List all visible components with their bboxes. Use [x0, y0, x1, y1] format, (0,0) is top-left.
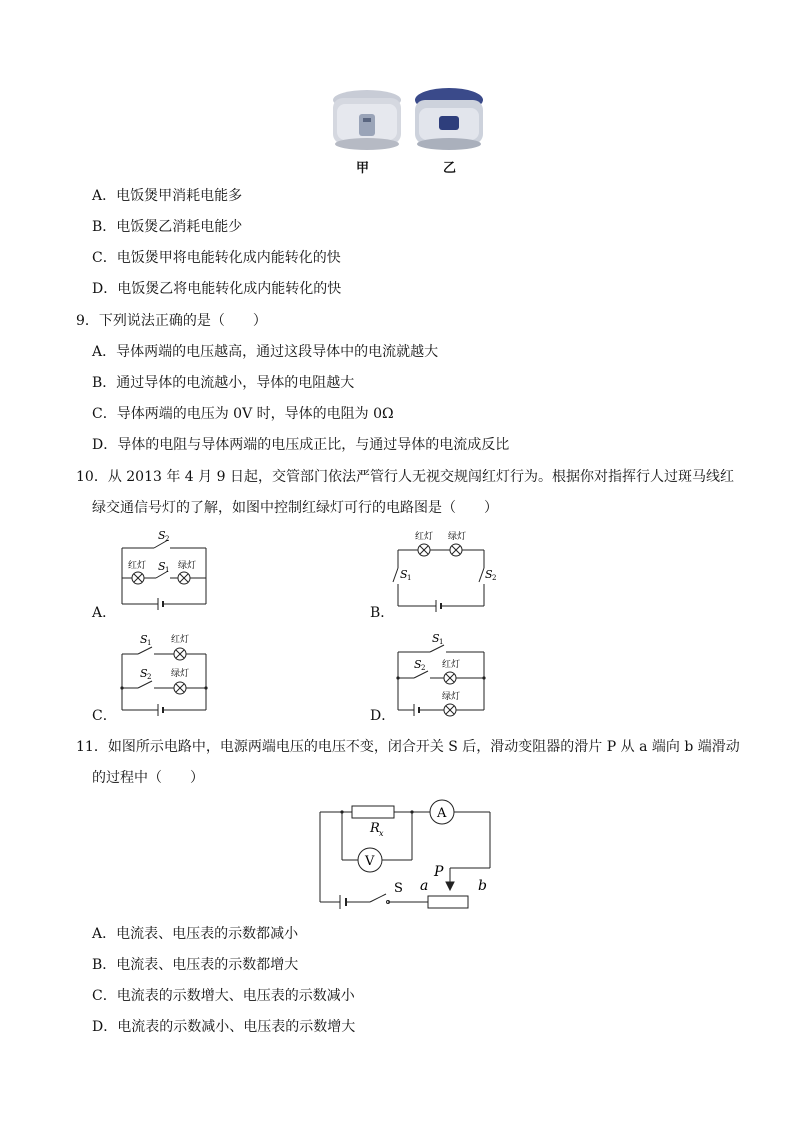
q9-option-c[interactable]: C．导体两端的电压为 0V 时，导体的电阻为 0Ω	[92, 406, 394, 422]
q10c-red-label: 红灯	[171, 635, 190, 645]
q10c-s2-sub: 2	[147, 673, 152, 681]
q10d-s1-sub: 1	[439, 638, 444, 646]
q11-circuit-diagram	[312, 794, 496, 914]
q8-option-a[interactable]: A．电饭煲甲消耗电能多	[92, 188, 243, 204]
q9-option-b[interactable]: B．通过导体的电流越小，导体的电阻越大	[92, 375, 355, 391]
ammeter-label: A	[437, 806, 447, 821]
q8-option-b[interactable]: B．电饭煲乙消耗电能少	[92, 219, 243, 235]
q10-circuit-d	[392, 630, 496, 720]
q10d-green-label: 绿灯	[442, 692, 461, 702]
q10b-s2-label: S	[485, 568, 493, 581]
q10-option-c-letter[interactable]: C．	[92, 708, 117, 724]
q10-circuit-c	[114, 630, 214, 716]
q11-option-a[interactable]: A．电流表、电压表的示数都减小	[92, 926, 299, 942]
q10-stem-line2: 绿交通信号灯的了解，如图中控制红绿灯可行的电路图是（ ）	[92, 500, 498, 516]
q11-stem-line1: 11．如图所示电路中，电源两端电压的电压不变，闭合开关 S 后，滑动变阻器的滑片 P 从 a 端向 b 端滑动	[76, 739, 740, 755]
end-a-label: a	[420, 878, 429, 894]
q10d-s1-label: S	[432, 632, 440, 645]
slider-p-label: P	[434, 864, 444, 880]
q10a-s2-label: S	[158, 529, 166, 542]
q11-stem-line2: 的过程中（ ）	[92, 770, 204, 786]
q10c-s1-sub: 1	[147, 639, 152, 647]
q8-option-c[interactable]: C．电饭煲甲将电能转化成内能转化的快	[92, 250, 341, 266]
q9-option-a[interactable]: A．导体两端的电压越高，通过这段导体中的电流就越大	[92, 344, 439, 360]
q10b-green-label: 绿灯	[448, 532, 467, 542]
q8-option-d[interactable]: D．电饭煲乙将电能转化成内能转化的快	[92, 281, 342, 297]
q11-option-d[interactable]: D．电流表的示数减小、电压表的示数增大	[92, 1019, 356, 1035]
q11-option-c[interactable]: C．电流表的示数增大、电压表的示数减小	[92, 988, 355, 1004]
q9-option-d[interactable]: D．导体的电阻与导体两端的电压成正比，与通过导体的电流成反比	[92, 437, 510, 453]
q10a-red-label: 红灯	[128, 561, 147, 571]
q10a-green-label: 绿灯	[178, 561, 197, 571]
cooker-label-yi: 乙	[443, 161, 457, 176]
cooker-label-jia: 甲	[356, 161, 370, 176]
q10b-s2-sub: 2	[492, 574, 497, 582]
q10c-green-label: 绿灯	[171, 669, 190, 679]
switch-s-label: S	[394, 881, 403, 896]
q10-option-b-letter[interactable]: B．	[370, 605, 395, 621]
rice-cooker-jia-image	[333, 90, 401, 150]
end-b-label: b	[478, 878, 487, 894]
q10-option-a-letter[interactable]: A．	[92, 605, 117, 621]
q10-stem-line1: 10．从 2013 年 4 月 9 日起，交管部门依法严管行人无视交规闯红灯行为。根据你对指挥行人过斑马线红	[76, 469, 734, 485]
q10-circuit-a	[114, 528, 214, 612]
q10c-s1-label: S	[140, 633, 148, 646]
q11-option-b[interactable]: B．电流表、电压表的示数都增大	[92, 957, 299, 973]
resistor-label: R	[370, 821, 380, 836]
q9-stem: 9．下列说法正确的是（ ）	[76, 313, 267, 329]
q10b-s1-label: S	[400, 568, 408, 581]
q10d-s2-sub: 2	[421, 664, 426, 672]
rice-cooker-yi-image	[415, 88, 483, 150]
rice-cooker-figure	[325, 78, 485, 178]
q10-circuit-b	[392, 528, 496, 612]
q10a-s2-sub: 2	[165, 535, 170, 543]
q10d-s2-label: S	[414, 658, 422, 671]
resistor-sub-label: x	[379, 829, 384, 838]
q10d-red-label: 红灯	[442, 660, 461, 670]
q10b-red-label: 红灯	[415, 532, 434, 542]
q10b-s1-sub: 1	[407, 574, 412, 582]
voltmeter-label: V	[365, 854, 375, 869]
q10a-s1-label: S	[158, 560, 166, 573]
q10-option-d-letter[interactable]: D．	[370, 708, 396, 724]
q10c-s2-label: S	[140, 667, 148, 680]
q10a-s1-sub: 1	[165, 566, 170, 574]
